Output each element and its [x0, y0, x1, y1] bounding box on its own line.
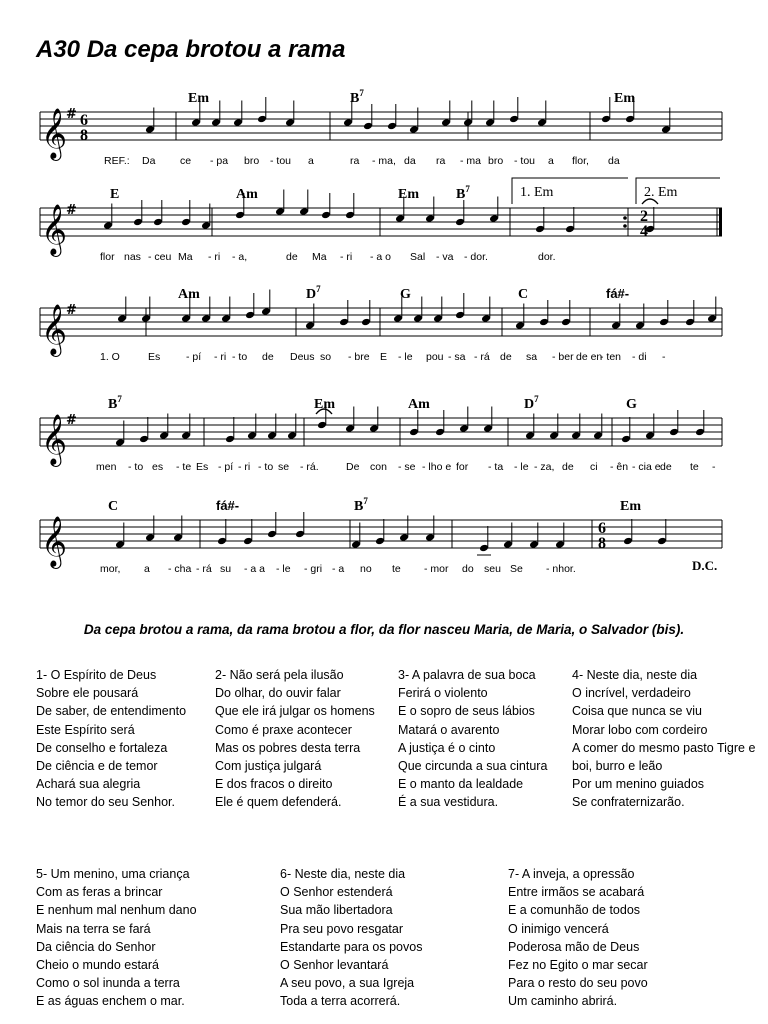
lyric-syllable: Da — [142, 155, 156, 167]
time-sig-top: 6 — [598, 520, 606, 537]
lyric-syllable: te — [392, 563, 401, 575]
chord-symbol: Em — [398, 187, 419, 202]
chord-symbol: $B^7$ — [354, 496, 368, 514]
verse-4 — [572, 666, 758, 812]
verse-2 — [215, 666, 385, 812]
lyric-syllable: De — [346, 461, 360, 473]
chord-symbol: $B^7$ — [108, 394, 122, 412]
verse-line: Como é praxe acontecer — [215, 722, 352, 737]
lyric-syllable: - pí — [186, 351, 202, 363]
treble-clef-icon: 𝄞 — [41, 204, 68, 255]
lyric-syllable: ra — [350, 155, 360, 167]
lyric-syllable: se — [278, 461, 290, 473]
da-capo-label: D.C. — [692, 558, 718, 573]
lyric-syllable: dor. — [538, 251, 556, 263]
chord-symbol: C — [108, 499, 119, 514]
lyric-syllable: E — [380, 351, 388, 363]
lyric-syllable: de — [286, 251, 298, 263]
verse-line: E o manto da lealdade — [398, 777, 524, 792]
lyric-syllable: - cia e — [632, 461, 661, 473]
lyric-syllable: - dor. — [464, 251, 488, 263]
lyric-syllable: - te — [176, 461, 192, 473]
verse-line: 7- A inveja, a opressão — [508, 867, 635, 881]
verse-line: A comer do mesmo pasto Tigre e boi, burro e leão — [572, 740, 756, 774]
lyric-syllable: 1. O — [100, 351, 120, 363]
chord-symbol: C — [518, 287, 529, 302]
lyric-syllable: - ri — [340, 251, 353, 263]
verse-line: 5- Um menino, uma criança — [36, 867, 190, 881]
repeat-dot — [623, 216, 627, 220]
lyric-syllable: sa — [526, 351, 538, 363]
verse-line: Sobre ele pousará — [36, 686, 139, 701]
verse-line: Sua mão libertadora — [280, 903, 393, 918]
chord-symbol: $D^7$ — [524, 394, 539, 412]
lyric-syllable: Ma — [312, 251, 327, 263]
verse-line: O Senhor estenderá — [280, 885, 393, 900]
lyric-syllable: - pa — [210, 155, 229, 167]
lyric-syllable: de — [500, 351, 512, 363]
verse-line: Que ele irá julgar os homens — [215, 704, 375, 719]
chord-symbol: Am — [408, 397, 430, 412]
verse-line: De ciência e de temor — [36, 759, 158, 774]
verse-line: O incrível, verdadeiro — [572, 686, 691, 701]
verse-line: Achará sua alegria — [36, 777, 141, 792]
time-sig-bottom: 8 — [80, 127, 88, 144]
verse-line: E nenhum mal nenhum dano — [36, 903, 197, 918]
lyric-syllable: - le — [398, 351, 413, 363]
lyric-syllable: Es — [196, 461, 209, 473]
verse-line: O inimigo vencerá — [508, 921, 609, 936]
lyric-syllable: - ri — [214, 351, 227, 363]
lyric-syllable: - va — [436, 251, 454, 263]
verse-line: Mas os pobres desta terra — [215, 740, 361, 755]
sheet-music — [0, 70, 768, 600]
lyric-syllable: no — [360, 563, 372, 575]
chord-symbol: Em — [188, 91, 209, 106]
verse-line: Como o sol inunda a terra — [36, 976, 180, 991]
lyric-syllable: seu — [484, 563, 501, 575]
lyric-syllable: ci — [590, 461, 598, 473]
chord-symbol: $B^7$ — [456, 184, 470, 202]
chord-symbol: Em — [314, 397, 335, 412]
sharp-icon: # — [66, 303, 77, 318]
lyric-syllable: Deus — [290, 351, 315, 363]
lyric-syllable: de — [562, 461, 574, 473]
verse-3 — [398, 666, 560, 812]
lyric-syllable: ce — [180, 155, 192, 167]
verse-line: Cheio o mundo estará — [36, 958, 159, 973]
chord-symbol: Em — [620, 499, 641, 514]
lyric-syllable: flor — [100, 251, 115, 263]
verse-line: 3- A palavra de sua boca — [398, 668, 536, 682]
verse-line: De saber, de entendimento — [36, 704, 187, 719]
lyric-syllable: su — [220, 563, 232, 575]
verse-line: Do olhar, do ouvir falar — [215, 686, 341, 701]
verse-line: Toda a terra acorrerá. — [280, 994, 401, 1009]
verse-line: Este Espírito será — [36, 722, 135, 737]
lyric-syllable: - le — [514, 461, 529, 473]
lyric-syllable: de en — [576, 351, 603, 363]
lyric-syllable: - ta — [488, 461, 504, 473]
lyric-syllable: - tou — [270, 155, 292, 167]
verse-line: Entre irmãos se acabará — [508, 885, 645, 900]
lyric-syllable: - to — [258, 461, 274, 473]
refrain-text: Da cepa brotou a rama, da rama brotou a flor, da flor nasceu Maria, de Maria, o Salvador (bis). — [83, 622, 685, 637]
lyric-syllable: - rá. — [300, 461, 319, 473]
verse-line: E dos fracos o direito — [215, 777, 333, 792]
lyric-syllable: te — [690, 461, 699, 473]
verse-line: Coisa que nunca se viu — [572, 704, 702, 719]
chord-symbol: fá#- — [216, 498, 240, 513]
chord-symbol: Am — [178, 287, 200, 302]
verse-5 — [36, 865, 256, 1011]
lyric-syllable: - bre — [348, 351, 370, 363]
verse-line: Mais na terra se fará — [36, 921, 151, 936]
verse-line: Matará o avarento — [398, 722, 500, 737]
verse-line: Com justiça julgará — [215, 759, 322, 774]
lyric-syllable: - sa — [448, 351, 466, 363]
volta-2-label: 2. Em — [644, 185, 678, 200]
lyric-syllable: Ma — [178, 251, 193, 263]
lyric-syllable: - rá — [474, 351, 490, 363]
repeat-dot — [623, 224, 627, 228]
lyric-syllable: bro — [488, 155, 504, 167]
verse-line: No temor do seu Senhor. — [36, 795, 175, 810]
chord-symbol: G — [400, 287, 411, 302]
lyric-syllable: men — [96, 461, 117, 473]
lyric-syllable: Sal — [410, 251, 426, 263]
verse-line: É a sua vestidura. — [398, 795, 499, 810]
lyric-syllable: - a o — [370, 251, 392, 263]
lyric-syllable: - — [662, 351, 666, 363]
verse-1 — [36, 666, 208, 812]
lyric-syllable: - nhor. — [546, 563, 576, 575]
lyric-syllable: da — [608, 155, 620, 167]
chord-symbol: fá#- — [606, 286, 630, 301]
verse-line: Ferirá o violento — [398, 686, 488, 701]
lyric-syllable: mor, — [100, 563, 121, 575]
verse-line: E o sopro de seus lábios — [398, 704, 535, 719]
verse-line: Pra seu povo resgatar — [280, 921, 403, 936]
verse-line: 4- Neste dia, neste dia — [572, 668, 698, 682]
lyric-syllable: es — [152, 461, 164, 473]
lyric-syllable: - a, — [232, 251, 248, 263]
chord-symbol: $B^7$ — [350, 88, 364, 106]
verse-line: Fez no Egito o mar secar — [508, 958, 648, 973]
lyric-syllable: - gri — [304, 563, 323, 575]
lyric-syllable: so — [320, 351, 332, 363]
verse-line: 6- Neste dia, neste dia — [280, 867, 406, 881]
lyric-syllable: - ten — [600, 351, 622, 363]
verse-line: Estandarte para os povos — [280, 939, 423, 954]
time-sig-bottom: 8 — [598, 535, 606, 552]
verse-line: Para o resto do seu povo — [508, 976, 648, 991]
lyric-syllable: - ri — [238, 461, 251, 473]
lyric-syllable: - to — [128, 461, 144, 473]
volta-1-label: 1. Em — [520, 185, 554, 200]
lyric-syllable: ra — [436, 155, 446, 167]
lyric-syllable: Es — [148, 351, 161, 363]
verse-line: E as águas enchem o mar. — [36, 994, 185, 1009]
verse-line: Com as feras a brincar — [36, 885, 163, 900]
time-sig-top: 6 — [80, 112, 88, 129]
treble-clef-icon: 𝄞 — [41, 108, 68, 159]
verse-line: A justiça é o cinto — [398, 740, 496, 755]
lyric-syllable: - ceu — [148, 251, 172, 263]
lyric-syllable: de — [262, 351, 274, 363]
time-sig-bottom: 4 — [640, 223, 648, 240]
treble-clef-icon: 𝄞 — [41, 304, 68, 355]
lyric-syllable: de — [660, 461, 672, 473]
final-barline — [719, 208, 722, 236]
chord-symbol: E — [110, 187, 120, 202]
verse-line: 2- Não será pela ilusão — [215, 668, 344, 682]
verse-line: 1- O Espírito de Deus — [36, 668, 157, 682]
lyric-syllable: - ber — [552, 351, 574, 363]
lyric-syllable: - le — [276, 563, 291, 575]
verse-line: Um caminho abrirá. — [508, 994, 618, 1009]
verse-line: Da ciência do Senhor — [36, 939, 156, 954]
lyric-syllable: - za, — [534, 461, 555, 473]
treble-clef-icon: 𝄞 — [41, 414, 68, 465]
lyric-syllable: - cha — [168, 563, 192, 575]
lyric-syllable: REF.: — [104, 155, 130, 167]
lyric-syllable: - se — [398, 461, 416, 473]
sharp-icon: # — [66, 203, 77, 218]
time-sig-top: 2 — [640, 208, 648, 225]
lyric-syllable: do — [462, 563, 474, 575]
verse-line: O Senhor levantará — [280, 958, 389, 973]
sharp-icon: # — [66, 413, 77, 428]
lyric-syllable: - mor — [424, 563, 449, 575]
lyric-syllable: - — [712, 461, 716, 473]
treble-clef-icon: 𝄞 — [41, 516, 68, 567]
chord-symbol: $D^7$ — [306, 284, 321, 302]
lyric-syllable: da — [404, 155, 416, 167]
lyric-syllable: - to — [232, 351, 248, 363]
verse-6 — [280, 865, 480, 1011]
verse-line: Morar lobo com cordeiro — [572, 722, 708, 737]
lyric-syllable: - a a — [244, 563, 266, 575]
lyric-syllable: - lho e — [422, 461, 452, 473]
lyric-syllable: - a — [332, 563, 345, 575]
verse-line: Poderosa mão de Deus — [508, 939, 640, 954]
lyric-syllable: flor, — [572, 155, 589, 167]
verse-line: A seu povo, a sua Igreja — [280, 976, 415, 991]
verse-line: E a comunhão de todos — [508, 903, 641, 918]
chord-symbol: Am — [236, 187, 258, 202]
lyric-syllable: - pí — [218, 461, 234, 473]
lyric-syllable: for — [456, 461, 469, 473]
lyric-syllable: - ên — [610, 461, 629, 473]
lyric-syllable: a — [548, 155, 554, 167]
lyric-syllable: con — [370, 461, 387, 473]
lyric-syllable: - ma, — [372, 155, 396, 167]
lyric-syllable: Se — [510, 563, 523, 575]
lyric-syllable: bro — [244, 155, 260, 167]
lyric-syllable: - ma — [460, 155, 481, 167]
lyric-syllable: - rá — [196, 563, 212, 575]
sharp-icon: # — [66, 107, 77, 122]
verse-line: Ele é quem defenderá. — [215, 795, 342, 810]
verse-line: Por um menino guiados — [572, 777, 705, 792]
chord-symbol: G — [626, 397, 637, 412]
lyric-syllable: - ri — [208, 251, 221, 263]
lyric-syllable: pou — [426, 351, 444, 363]
verse-line: Se confraternizarão. — [572, 795, 685, 810]
verse-line: De conselho e fortaleza — [36, 740, 168, 755]
chord-symbol: Em — [614, 91, 635, 106]
lyric-syllable: nas — [124, 251, 141, 263]
song-title: A30 Da cepa brotou a rama — [36, 36, 346, 63]
verse-line: Que circunda a sua cintura — [398, 759, 548, 774]
verse-7 — [508, 865, 728, 1011]
lyric-syllable: a — [144, 563, 150, 575]
lyric-syllable: - tou — [514, 155, 536, 167]
lyric-syllable: - di — [632, 351, 647, 363]
lyric-syllable: a — [308, 155, 314, 167]
